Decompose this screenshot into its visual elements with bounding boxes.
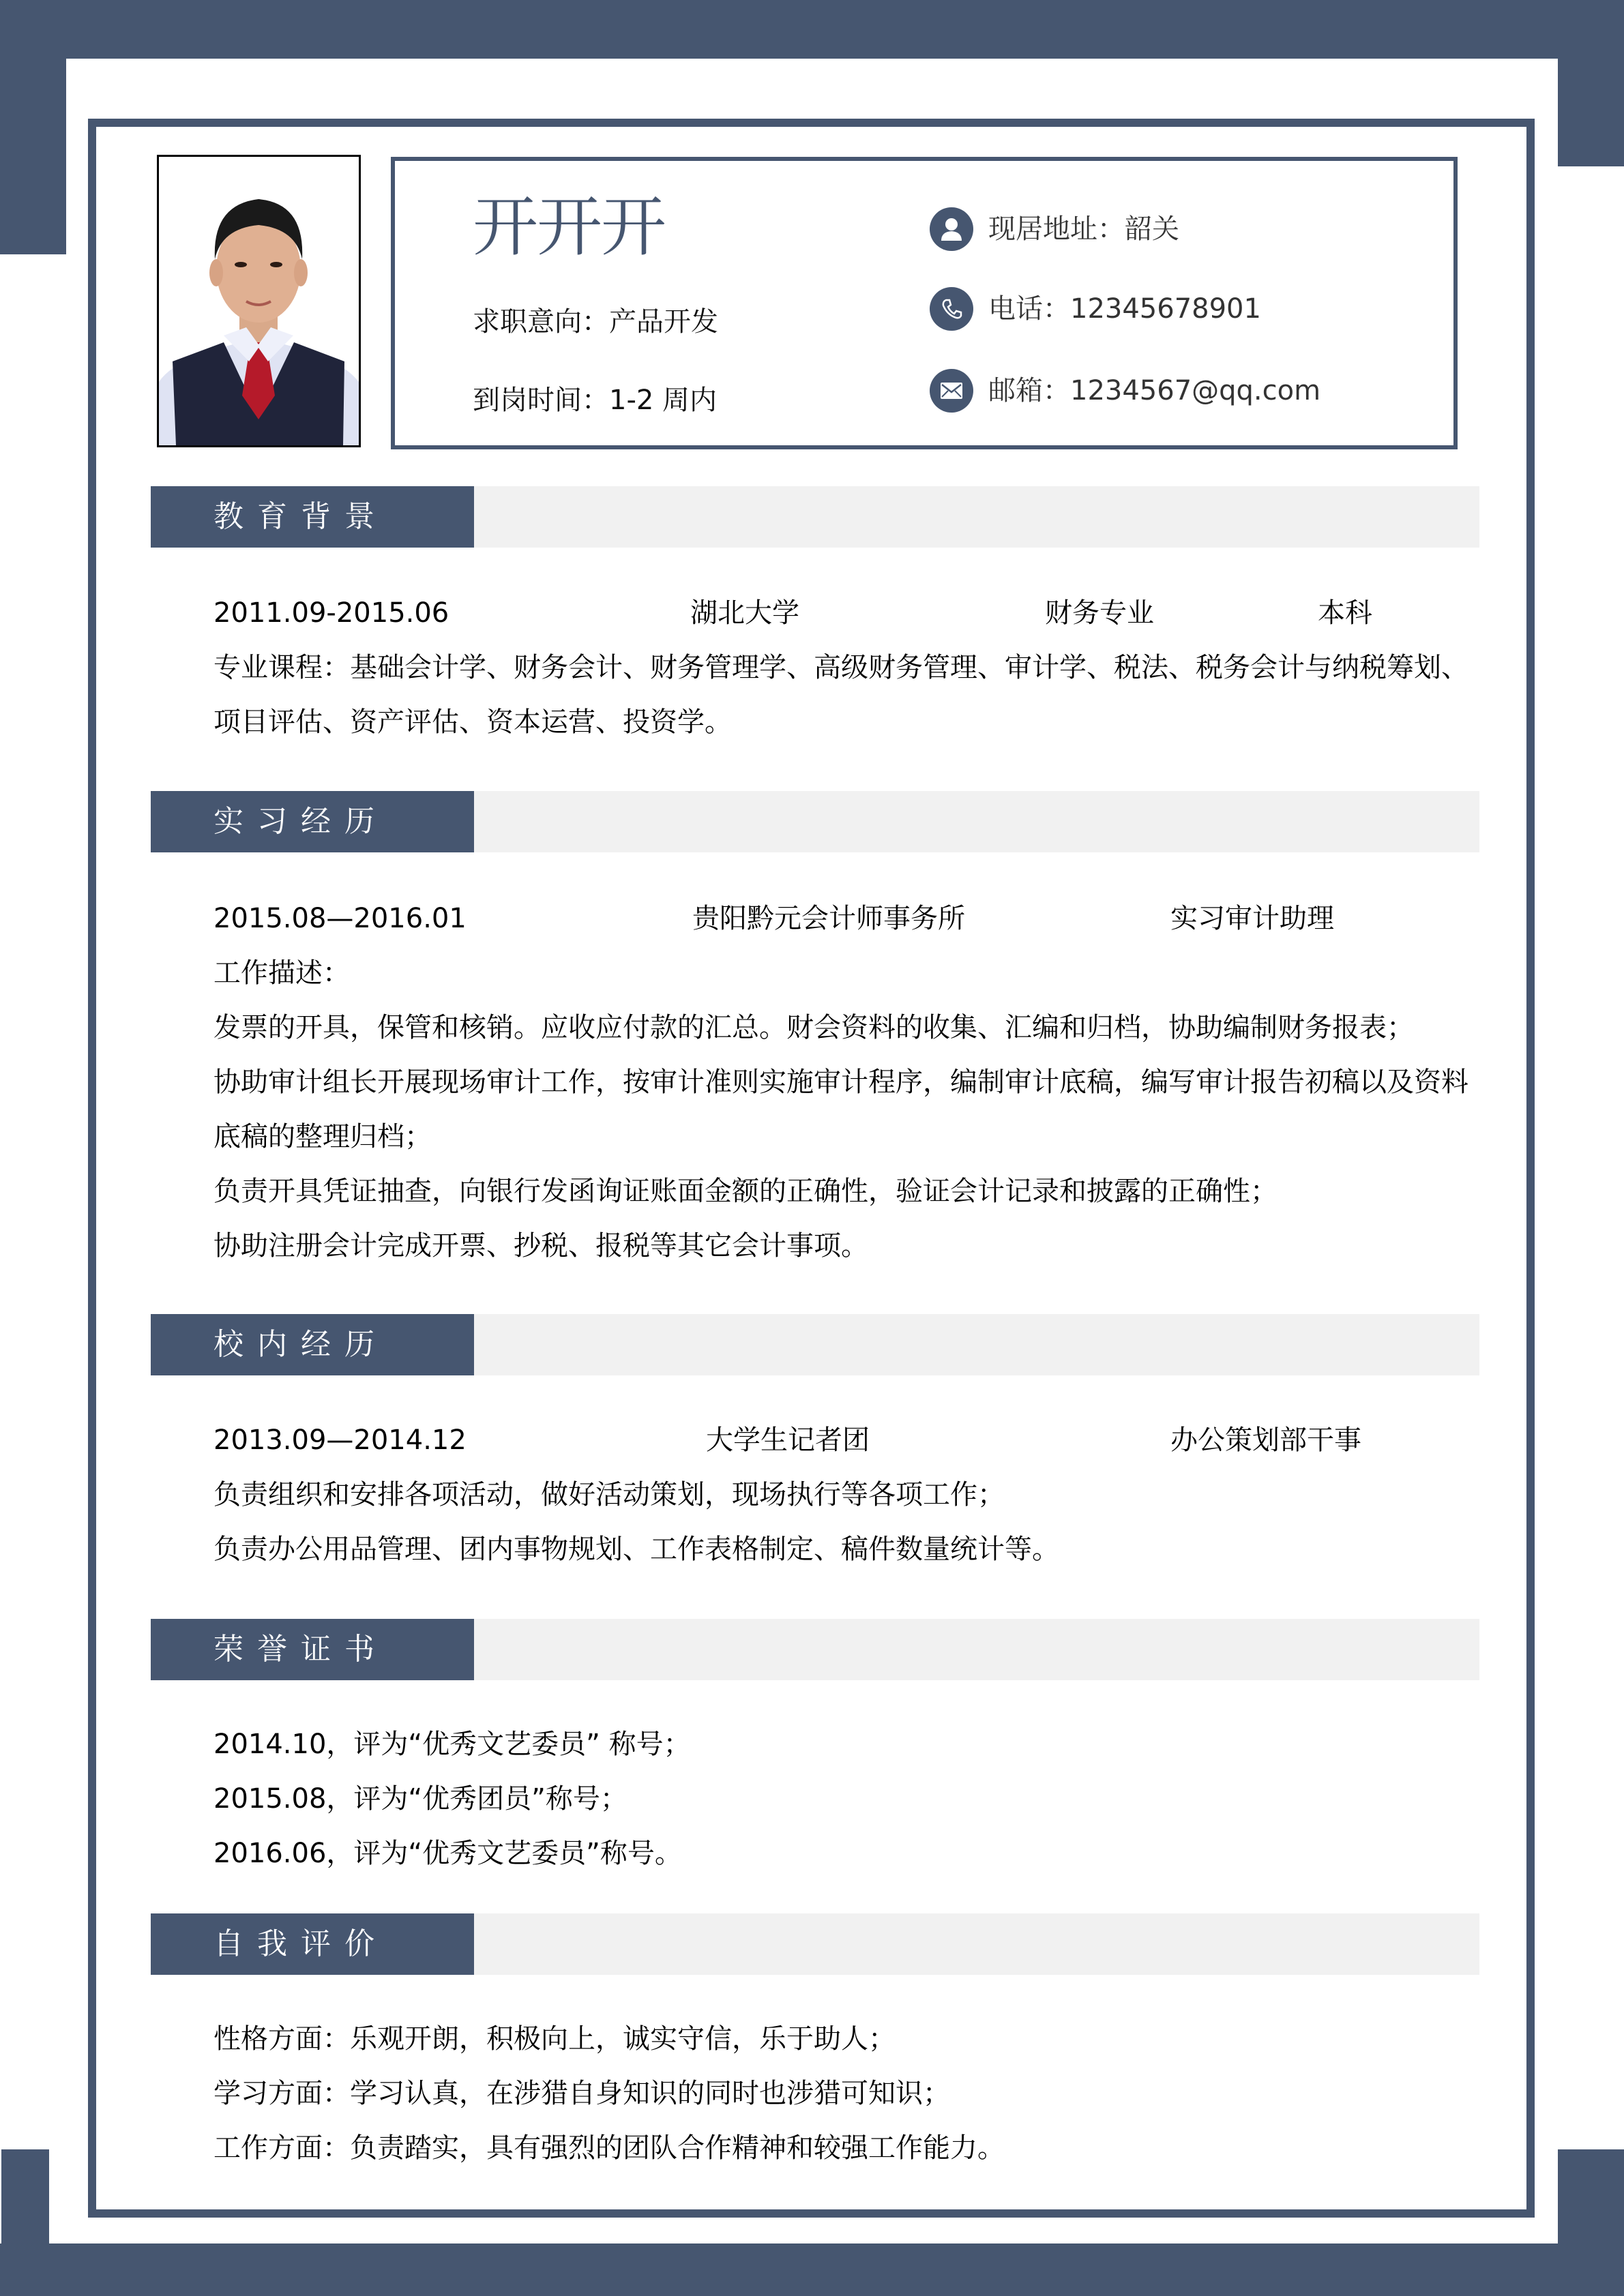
section-tab [151,1913,474,1975]
phone-text[interactable]: 电话：12345678901 [988,293,1261,325]
portrait-icon [159,157,359,445]
campus-role: 办公策划部干事 [1170,1425,1361,1456]
contact-email [930,369,1320,413]
self-eval-line: 学习方面：学习认真，在涉猎自身知识的同时也涉猎可知识； [213,2078,950,2109]
section-header-honors [151,1619,1479,1680]
job-intent: 求职意向：产品开发 [473,306,718,338]
honor-line: 2014.10，评为“优秀文艺委员” 称号； [213,1729,691,1760]
education-line: 专业课程：基础会计学、财务会计、财务管理学、高级财务管理、审计学、税法、税务会计与纳税筹划、 [213,652,1468,683]
campus-org: 大学生记者团 [706,1425,870,1456]
contact-phone [930,287,1261,331]
self-eval-line: 性格方面：乐观开朗，积极向上，诚实守信，乐于助人； [213,2023,896,2055]
internship-role: 实习审计助理 [1170,903,1334,934]
bottom-decor-bar [0,2243,1624,2296]
section-title: 实习经历 [213,804,388,839]
education-school: 湖北大学 [690,597,799,629]
campus-line: 负责办公用品管理、团内事物规划、工作表格制定、稿件数量统计等。 [213,1534,1059,1565]
section-tab [151,486,474,548]
section-header-campus [151,1314,1479,1375]
campus-period: 2013.09—2014.12 [213,1425,467,1456]
profile-photo [157,155,361,447]
honor-line: 2016.06，评为“优秀文艺委员”称号。 [213,1838,682,1869]
honor-line: 2015.08，评为“优秀团员”称号； [213,1783,628,1815]
campus-line: 负责组织和安排各项活动，做好活动策划，现场执行等各项工作； [213,1479,1005,1510]
section-header-internship [151,791,1479,852]
candidate-name: 开开开 [473,189,665,265]
section-title: 自我评价 [213,1926,388,1961]
section-header-education [151,486,1479,548]
top-right-corner-block [1558,0,1624,166]
section-title: 教育背景 [213,499,388,534]
top-decor-bar [0,0,1624,59]
top-left-corner-block [0,0,66,254]
internship-line: 工作描述： [213,957,350,989]
section-tab [151,1619,474,1680]
mail-icon [930,369,973,413]
person-icon [930,207,973,251]
education-degree: 本科 [1318,597,1372,629]
bottom-right-corner-block [1558,2149,1624,2296]
section-title: 荣誉证书 [213,1632,388,1667]
internship-line: 底稿的整理归档； [213,1121,432,1152]
internship-line: 协助注册会计完成开票、抄税、报税等其它会计事项。 [213,1230,868,1262]
internship-company: 贵阳黔元会计师事务所 [692,903,965,934]
internship-line: 发票的开具，保管和核销。应收应付款的汇总。财会资料的收集、汇编和归档，协助编制财务报表； [213,1012,1414,1043]
section-title: 校内经历 [213,1327,388,1362]
section-tab [151,1314,474,1375]
education-major: 财务专业 [1045,597,1154,629]
self-eval-line: 工作方面：负责踏实，具有强烈的团队合作精神和较强工作能力。 [213,2132,1005,2164]
email-text[interactable]: 邮箱：1234567@qq.com [988,375,1321,406]
contact-address [930,207,1179,251]
internship-line: 负责开具凭证抽查，向银行发函询证账面金额的正确性，验证会计记录和披露的正确性； [213,1176,1278,1207]
address-text: 现居地址：韶关 [988,213,1179,245]
bottom-left-corner-block [1,2149,49,2296]
internship-line: 协助审计组长开展现场审计工作，按审计准则实施审计程序，编制审计底稿，编写审计报告初稿以及资料 [213,1067,1468,1098]
education-period: 2011.09-2015.06 [213,597,449,629]
section-header-self-eval [151,1913,1479,1975]
education-line: 项目评估、资产评估、资本运营、投资学。 [213,706,732,738]
phone-icon [930,287,973,331]
section-tab [151,791,474,852]
internship-period: 2015.08—2016.01 [213,903,467,934]
availability: 到岗时间：1-2 周内 [473,385,718,416]
